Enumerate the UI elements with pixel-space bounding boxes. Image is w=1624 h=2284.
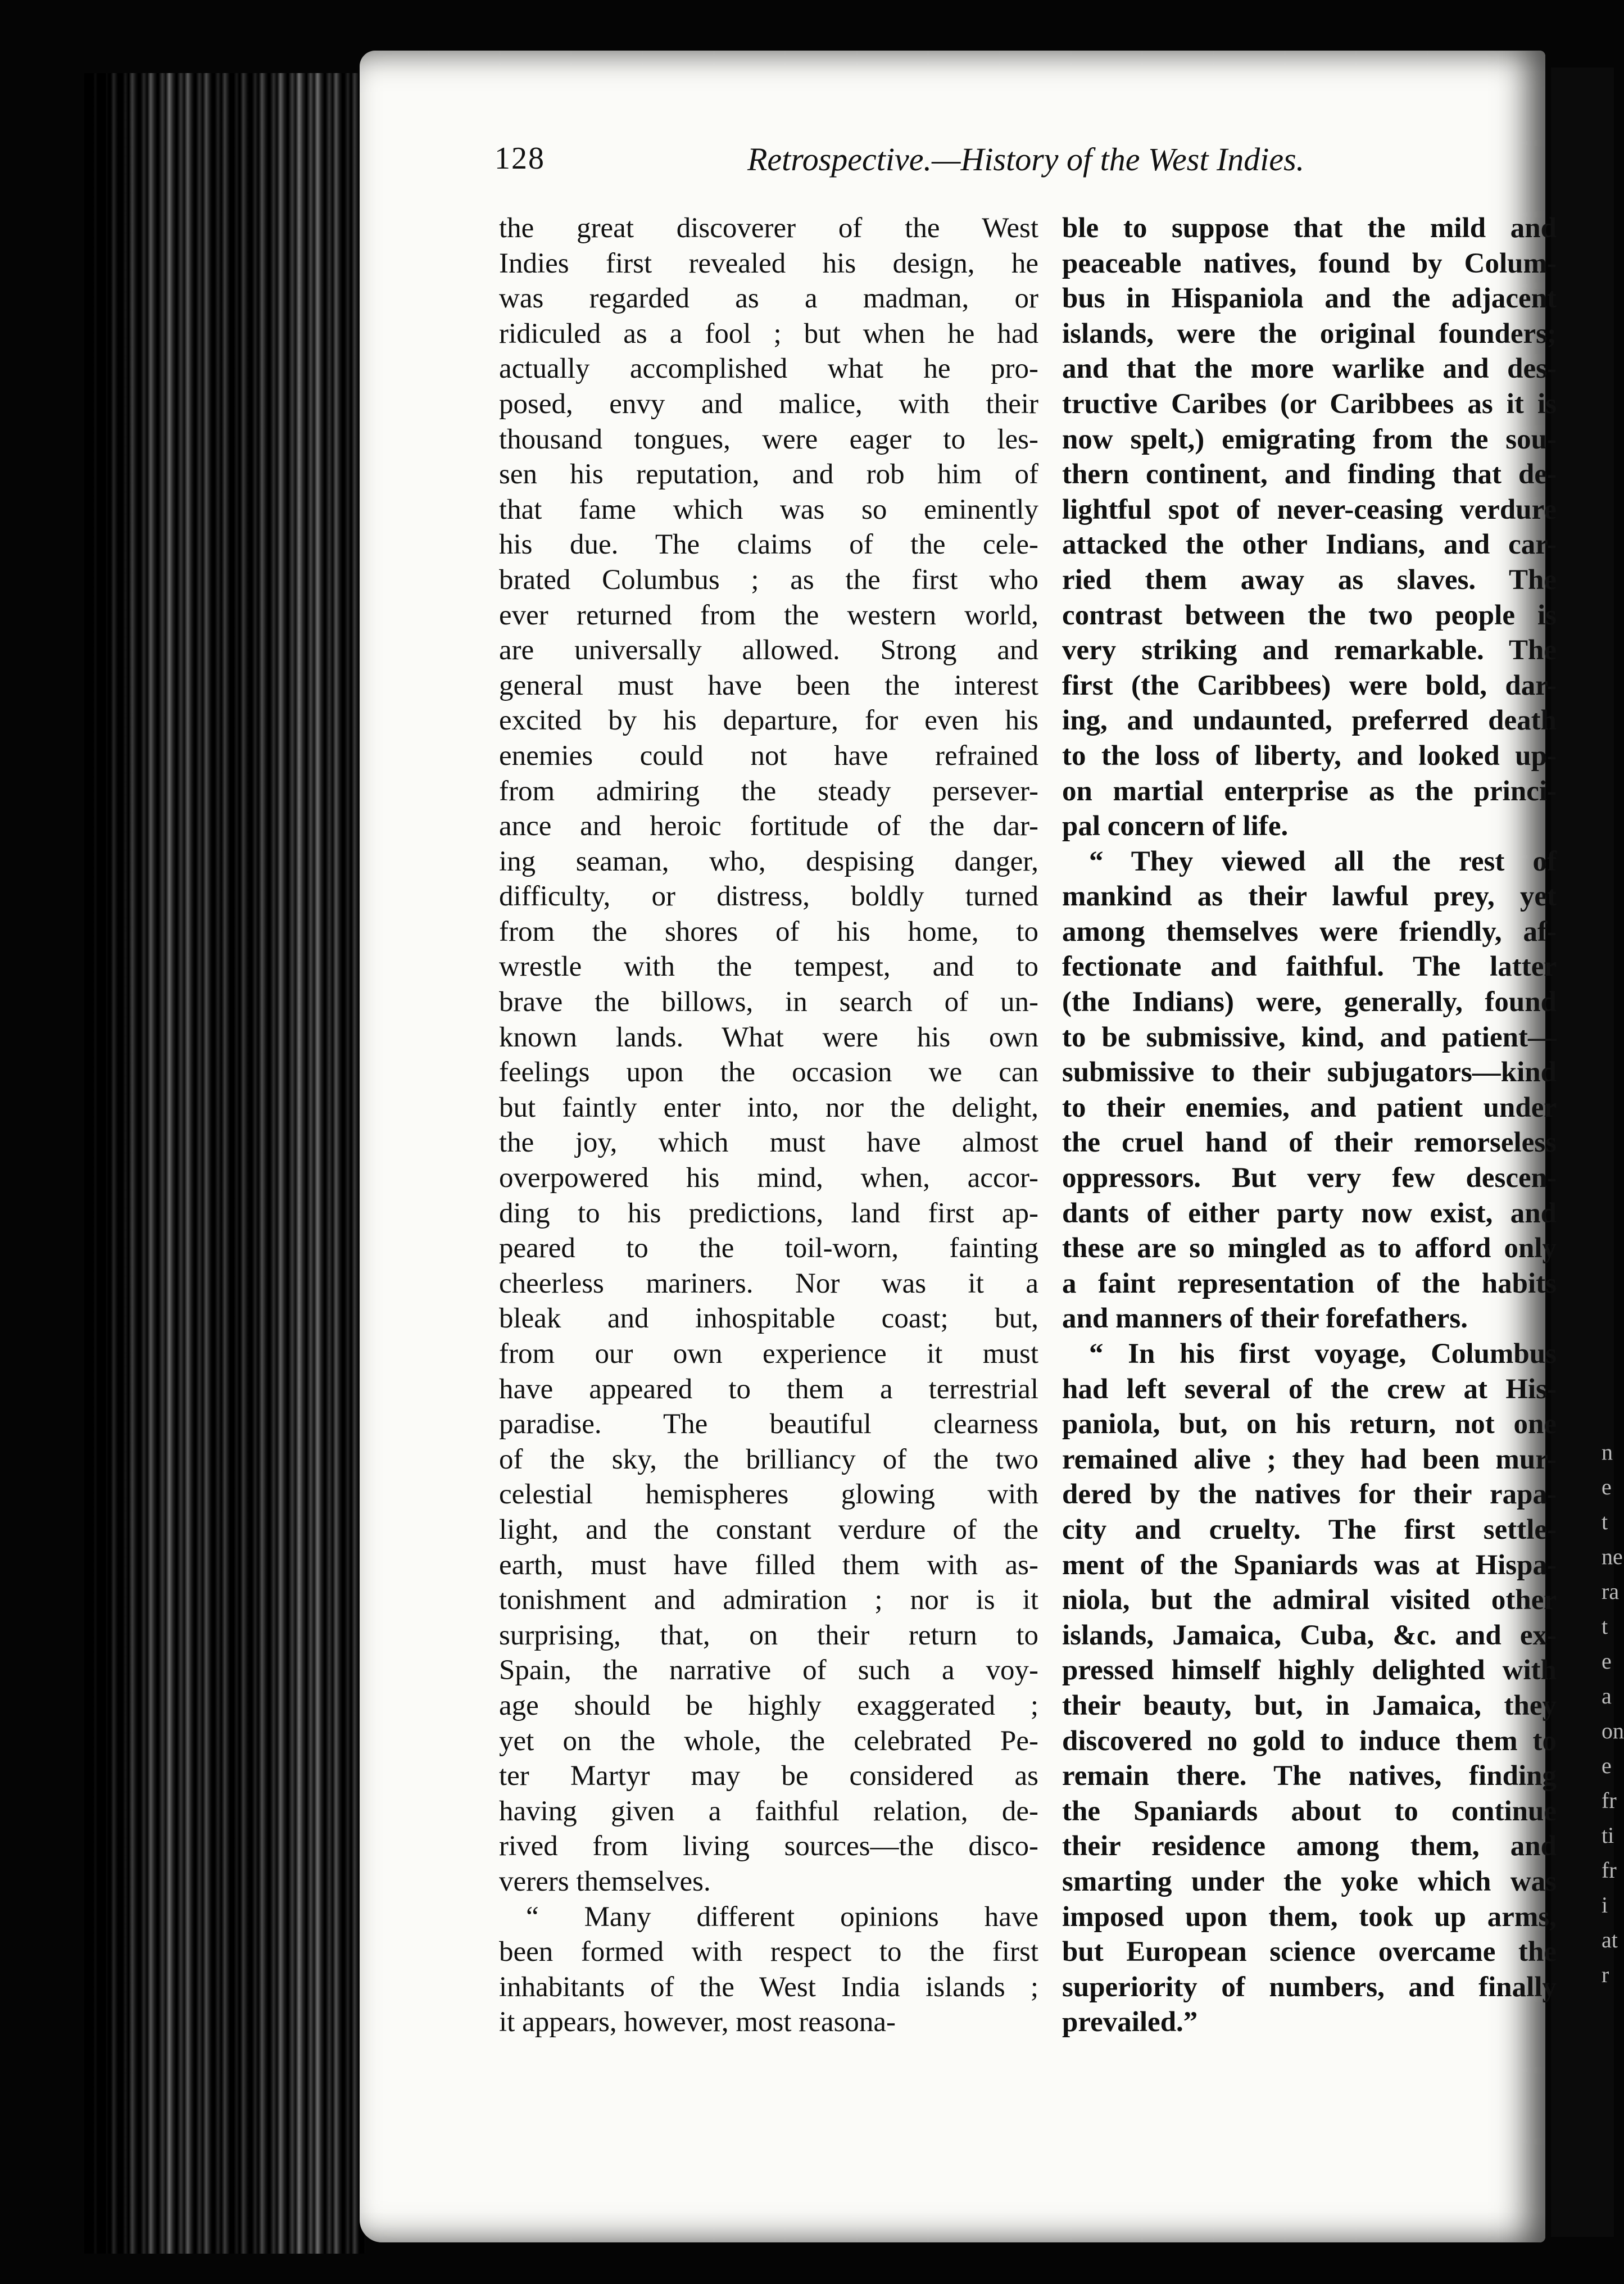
next-page-fragment: n xyxy=(1602,1439,1613,1465)
next-page-fragment: on xyxy=(1602,1718,1624,1743)
text-line: to their enemies, and patient under xyxy=(1062,1091,1557,1123)
next-page-fragment: e xyxy=(1602,1753,1612,1778)
text-line: Indies first revealed his design, he xyxy=(499,247,1038,279)
text-line: from our own experience it must xyxy=(499,1338,1038,1370)
text-line: earth, must have filled them with as- xyxy=(499,1549,1038,1581)
text-line: light, and the constant verdure of the xyxy=(499,1513,1038,1546)
text-line: “ In his first voyage, Columbus xyxy=(1089,1338,1557,1370)
text-line: (the Indians) were, generally, found xyxy=(1062,986,1557,1018)
text-line: difficulty, or distress, boldly turned xyxy=(499,881,1038,913)
text-line: submissive to their subjugators—kind xyxy=(1062,1057,1557,1089)
text-line: islands, Jamaica, Cuba, &c. and ex- xyxy=(1062,1619,1557,1651)
text-line: was regarded as a madman, or xyxy=(499,283,1038,315)
text-line: cheerless mariners. Nor was it a xyxy=(499,1267,1038,1299)
text-line: pal concern of life. xyxy=(1062,810,1289,842)
text-line: his due. The claims of the cele- xyxy=(499,529,1038,561)
text-line: first (the Caribbees) were bold, dar- xyxy=(1062,669,1557,701)
text-line: yet on the whole, the celebrated Pe- xyxy=(499,1725,1038,1757)
text-line: verers themselves. xyxy=(499,1865,711,1897)
next-page-fragment: e xyxy=(1602,1648,1612,1674)
text-line: pressed himself highly delighted with xyxy=(1062,1655,1557,1687)
text-line: had left several of the crew at His- xyxy=(1062,1373,1557,1405)
text-line: remained alive ; they had been mur- xyxy=(1062,1443,1557,1475)
text-line: but faintly enter into, nor the delight, xyxy=(499,1091,1038,1123)
text-line: but European science overcame the xyxy=(1062,1936,1557,1968)
text-line: general must have been the interest xyxy=(499,669,1038,701)
text-line: their residence among them, and xyxy=(1062,1830,1557,1862)
text-line: thousand tongues, were eager to les- xyxy=(499,423,1038,455)
text-line: peared to the toil-worn, fainting xyxy=(499,1232,1038,1265)
text-line: fectionate and faithful. The latter xyxy=(1062,951,1557,983)
next-page-fragment: a xyxy=(1602,1683,1612,1709)
text-line: “ They viewed all the rest of xyxy=(1089,845,1557,877)
text-line: imposed upon them, took up arms, xyxy=(1062,1901,1557,1933)
text-line: the great discoverer of the West xyxy=(499,212,1038,244)
text-line: of the sky, the brilliancy of the two xyxy=(499,1443,1038,1475)
text-line: ance and heroic fortitude of the dar- xyxy=(499,810,1038,842)
text-line: brave the billows, in search of un- xyxy=(499,986,1038,1018)
text-line: dered by the natives for their rapa- xyxy=(1062,1479,1557,1511)
text-line: overpowered his mind, when, accor- xyxy=(499,1162,1038,1194)
text-line: celestial hemispheres glowing with xyxy=(499,1479,1038,1511)
page-header xyxy=(495,141,1371,202)
text-line: wrestle with the tempest, and to xyxy=(499,951,1038,983)
text-line: the Spaniards about to continue xyxy=(1062,1795,1557,1827)
text-line: and manners of their forefathers. xyxy=(1062,1303,1468,1335)
next-page-fragment: at xyxy=(1602,1927,1618,1952)
text-line: to the loss of liberty, and looked up- xyxy=(1062,740,1557,772)
text-line: from admiring the steady persever- xyxy=(499,775,1038,807)
text-line: thern continent, and finding that de- xyxy=(1062,459,1557,491)
text-line: having given a faithful relation, de- xyxy=(499,1795,1038,1827)
left-text-column xyxy=(499,211,1038,2040)
text-line: remain there. The natives, finding xyxy=(1062,1760,1557,1792)
text-line: ing, and undaunted, preferred death xyxy=(1062,705,1557,737)
next-page-edge xyxy=(1551,67,1624,2237)
text-line: age should be highly exaggerated ; xyxy=(499,1689,1038,1721)
text-line: that fame which was so eminently xyxy=(499,493,1038,525)
text-line: and that the more warlike and des- xyxy=(1062,353,1557,385)
next-page-fragment: fr xyxy=(1602,1857,1617,1883)
right-text-column xyxy=(1062,211,1557,2040)
text-line: brated Columbus ; as the first who xyxy=(499,564,1038,596)
text-line: bleak and inhospitable coast; but, xyxy=(499,1303,1038,1335)
text-line: known lands. What were his own xyxy=(499,1021,1038,1053)
text-line: it appears, however, most reasona- xyxy=(499,2006,896,2038)
text-line: Spain, the narrative of such a voy- xyxy=(499,1655,1038,1687)
page-number: 128 xyxy=(495,141,545,176)
text-line: among themselves were friendly, af- xyxy=(1062,916,1557,948)
text-line: have appeared to them a terrestrial xyxy=(499,1373,1038,1405)
text-line: paradise. The beautiful clearness xyxy=(499,1408,1038,1440)
text-line: these are so mingled as to afford only xyxy=(1062,1232,1557,1265)
text-line: to be submissive, kind, and patient— xyxy=(1062,1021,1557,1053)
next-page-fragment: t xyxy=(1602,1509,1608,1534)
next-page-fragment: ne xyxy=(1602,1544,1623,1569)
text-line: surprising, that, on their return to xyxy=(499,1619,1038,1651)
text-line: posed, envy and malice, with their xyxy=(499,388,1038,420)
text-line: ridiculed as a fool ; but when he had xyxy=(499,318,1038,350)
text-line: “ Many different opinions have xyxy=(526,1901,1038,1933)
text-line: dants of either party now exist, and xyxy=(1062,1197,1557,1229)
text-line: tructive Caribes (or Caribbees as it is xyxy=(1062,388,1557,420)
book-spine-gutter xyxy=(84,73,365,2254)
text-line: rived from living sources—the disco- xyxy=(499,1830,1038,1862)
next-page-fragment: e xyxy=(1602,1474,1612,1499)
text-line: actually accomplished what he pro- xyxy=(499,353,1038,385)
text-line: the cruel hand of their remorseless xyxy=(1062,1127,1557,1159)
text-line: are universally allowed. Strong and xyxy=(499,635,1038,667)
text-line: ding to his predictions, land first ap- xyxy=(499,1197,1038,1229)
text-line: their beauty, but, in Jamaica, they xyxy=(1062,1689,1557,1721)
text-line: sen his reputation, and rob him of xyxy=(499,459,1038,491)
text-line: from the shores of his home, to xyxy=(499,916,1038,948)
text-line: oppressors. But very few descen- xyxy=(1062,1162,1557,1194)
text-line: the joy, which must have almost xyxy=(499,1127,1038,1159)
text-line: enemies could not have refrained xyxy=(499,740,1038,772)
text-line: tonishment and admiration ; nor is it xyxy=(499,1584,1038,1616)
text-line: paniola, but, on his return, not one xyxy=(1062,1408,1557,1440)
text-line: islands, were the original founders; xyxy=(1062,318,1557,350)
text-line: feelings upon the occasion we can xyxy=(499,1057,1038,1089)
text-line: superiority of numbers, and finally xyxy=(1062,1971,1557,2003)
text-line: a faint representation of the habits xyxy=(1062,1267,1557,1299)
next-page-fragment: ra xyxy=(1602,1579,1620,1604)
text-line: ble to suppose that the mild and xyxy=(1062,212,1557,244)
text-line: ever returned from the western world, xyxy=(499,599,1038,631)
text-line: ried them away as slaves. The xyxy=(1062,564,1557,596)
next-page-fragment: r xyxy=(1602,1962,1609,1987)
text-line: prevailed.” xyxy=(1062,2006,1198,2038)
text-line: excited by his departure, for even his xyxy=(499,705,1038,737)
next-page-fragment: i xyxy=(1602,1892,1608,1918)
text-line: very striking and remarkable. The xyxy=(1062,635,1557,667)
text-line: on martial enterprise as the princi- xyxy=(1062,775,1557,807)
next-page-fragment: ti xyxy=(1602,1823,1614,1848)
text-line: ing seaman, who, despising danger, xyxy=(499,845,1038,877)
text-line: attacked the other Indians, and car- xyxy=(1062,529,1557,561)
text-line: now spelt,) emigrating from the sou- xyxy=(1062,423,1557,455)
next-page-fragment: fr xyxy=(1602,1788,1617,1813)
text-line: peaceable natives, found by Colum- xyxy=(1062,247,1557,279)
next-page-fragment: t xyxy=(1602,1614,1608,1639)
text-line: ment of the Spaniards was at Hispa- xyxy=(1062,1549,1557,1581)
text-line: lightful spot of never-ceasing verdure xyxy=(1062,493,1557,525)
text-line: ter Martyr may be considered as xyxy=(499,1760,1038,1792)
text-line: city and cruelty. The first settle- xyxy=(1062,1513,1557,1546)
text-line: discovered no gold to induce them to xyxy=(1062,1725,1557,1757)
text-line: inhabitants of the West India islands ; xyxy=(499,1971,1038,2003)
text-line: smarting under the yoke which was xyxy=(1062,1865,1557,1897)
text-line: been formed with respect to the first xyxy=(499,1936,1038,1968)
text-line: bus in Hispaniola and the adjacent xyxy=(1062,283,1557,315)
text-line: niola, but the admiral visited other xyxy=(1062,1584,1557,1616)
text-line: mankind as their lawful prey, yet xyxy=(1062,881,1557,913)
text-line: contrast between the two people is xyxy=(1062,599,1557,631)
running-title: Retrospective.—History of the West Indies. xyxy=(747,141,1305,178)
